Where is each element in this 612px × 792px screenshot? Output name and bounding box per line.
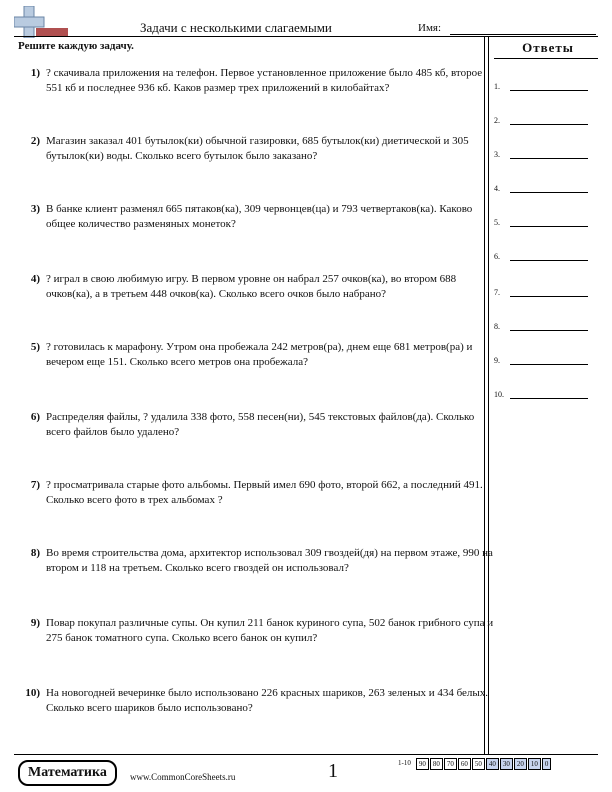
problem-text: В банке клиент разменял 665 пятаков(ка), 309 червонцев(ца) и 793 четвертаков(ка). Каково общее количество разменяных монеток? [46, 203, 473, 230]
problem-text: На новогодней вечеринке было использовано 226 красных шариков, 263 зеленых и 434 белых. Сколько всего шариков было использовано? [46, 687, 489, 714]
name-input-line[interactable] [450, 34, 596, 35]
name-label: Имя: [418, 22, 442, 34]
score-cell: 30 [500, 758, 513, 770]
problem-text: ? готовилась к марафону. Утром она пробежала 242 метров(ра), днем еще 681 метров(ра) и вечером еще 151. Сколько всего метров она пробежала? [46, 341, 473, 368]
answer-row [494, 250, 598, 264]
problem-text: Магазин заказал 401 бутылок(ки) обычной газировки, 685 бутылок(ки) диетической и 305 бутылок(ки) воды. Сколько всего бутылок было заказано? [46, 135, 469, 162]
answer-blank[interactable] [510, 158, 588, 159]
problem-text: Повар покупал различные супы. Он купил 211 банок куриного супа, 502 банок грибного супа и 275 банок томатного супа. Сколько всего банок он купил? [46, 617, 494, 644]
answers-title-divider [494, 58, 598, 59]
answers-title: Ответы [522, 40, 574, 55]
problem-number: 1) [30, 67, 40, 79]
answer-number: 4. [494, 184, 500, 193]
score-cell: 20 [514, 758, 527, 770]
problem-number: 9) [30, 617, 40, 629]
answer-row [494, 182, 598, 196]
score-cell: 90 [416, 758, 429, 770]
score-cell: 60 [458, 758, 471, 770]
score-cell: 80 [430, 758, 443, 770]
answer-number: 3. [494, 150, 500, 159]
answer-row [494, 388, 598, 402]
problem-number: 10) [25, 687, 40, 699]
answer-blank[interactable] [510, 226, 588, 227]
answer-blank[interactable] [510, 330, 588, 331]
problem-text: ? играл в свою любимую игру. В первом уровне он набрал 257 очков(ка), во втором 688 очков(ка), а в третьем 448 очков(ка). Сколько всего очков было набрано? [46, 273, 457, 300]
problem-number: 4) [30, 273, 40, 285]
answer-number: 9. [494, 356, 500, 365]
answer-blank[interactable] [510, 124, 588, 125]
worksheet-title: Задачи с несколькими слагаемыми [140, 20, 332, 35]
answer-row [494, 216, 598, 230]
answer-blank[interactable] [510, 364, 588, 365]
answer-blank[interactable] [510, 90, 588, 91]
answer-row [494, 286, 598, 300]
score-cell: 40 [486, 758, 499, 770]
answer-row [494, 148, 598, 162]
answer-number: 2. [494, 116, 500, 125]
problem-text: Во время строительства дома, архитектор использовал 309 гвоздей(дя) на первом этаже, 990 на втором и 118 на третьем. Сколько всего гвоздей он использовал? [46, 547, 493, 574]
problem-number: 5) [30, 341, 40, 353]
answer-row [494, 114, 598, 128]
answer-row [494, 320, 598, 334]
answer-blank[interactable] [510, 192, 588, 193]
score-cell: 0 [542, 758, 552, 770]
problem-text: ? скачивала приложения на телефон. Первое установленное приложение было 485 кб, второе 551 кб и последнее 936 кб. Каков размер трех приложений в килобайтах? [46, 67, 483, 94]
score-range-label: 1-10 [398, 759, 411, 767]
header-divider [14, 36, 598, 37]
answer-number: 1. [494, 82, 500, 91]
problem-number: 8) [30, 547, 40, 559]
answer-row [494, 354, 598, 368]
problem-number: 2) [30, 135, 40, 147]
answer-number: 10. [494, 390, 504, 399]
instructions: Решите каждую задачу. [18, 40, 134, 52]
answer-number: 6. [494, 252, 500, 261]
score-cell: 70 [444, 758, 457, 770]
problem-number: 3) [30, 203, 40, 215]
problem-number: 7) [30, 479, 40, 491]
footer-divider [14, 754, 598, 755]
score-table [398, 758, 552, 770]
answer-row [494, 80, 598, 94]
math-logo-icon [14, 6, 70, 38]
answer-number: 8. [494, 322, 500, 331]
answer-number: 5. [494, 218, 500, 227]
score-cell: 10 [528, 758, 541, 770]
answer-blank[interactable] [510, 398, 588, 399]
problem-text: ? просматривала старые фото альбомы. Первый имел 690 фото, второй 662, а последний 491. Сколько всего фото в трех альбомах ? [46, 479, 483, 506]
page-number: 1 [328, 760, 338, 782]
answer-blank[interactable] [510, 296, 588, 297]
score-cell: 50 [472, 758, 485, 770]
site-url: www.CommonCoreSheets.ru [130, 772, 236, 782]
problem-number: 6) [30, 411, 40, 423]
problem-text: Распределяя файлы, ? удалила 338 фото, 558 песен(ни), 545 текстовых файлов(да). Сколько всего файлов было удалено? [46, 411, 475, 438]
answer-number: 7. [494, 288, 500, 297]
subject-badge: Математика [18, 760, 117, 786]
answer-blank[interactable] [510, 260, 588, 261]
